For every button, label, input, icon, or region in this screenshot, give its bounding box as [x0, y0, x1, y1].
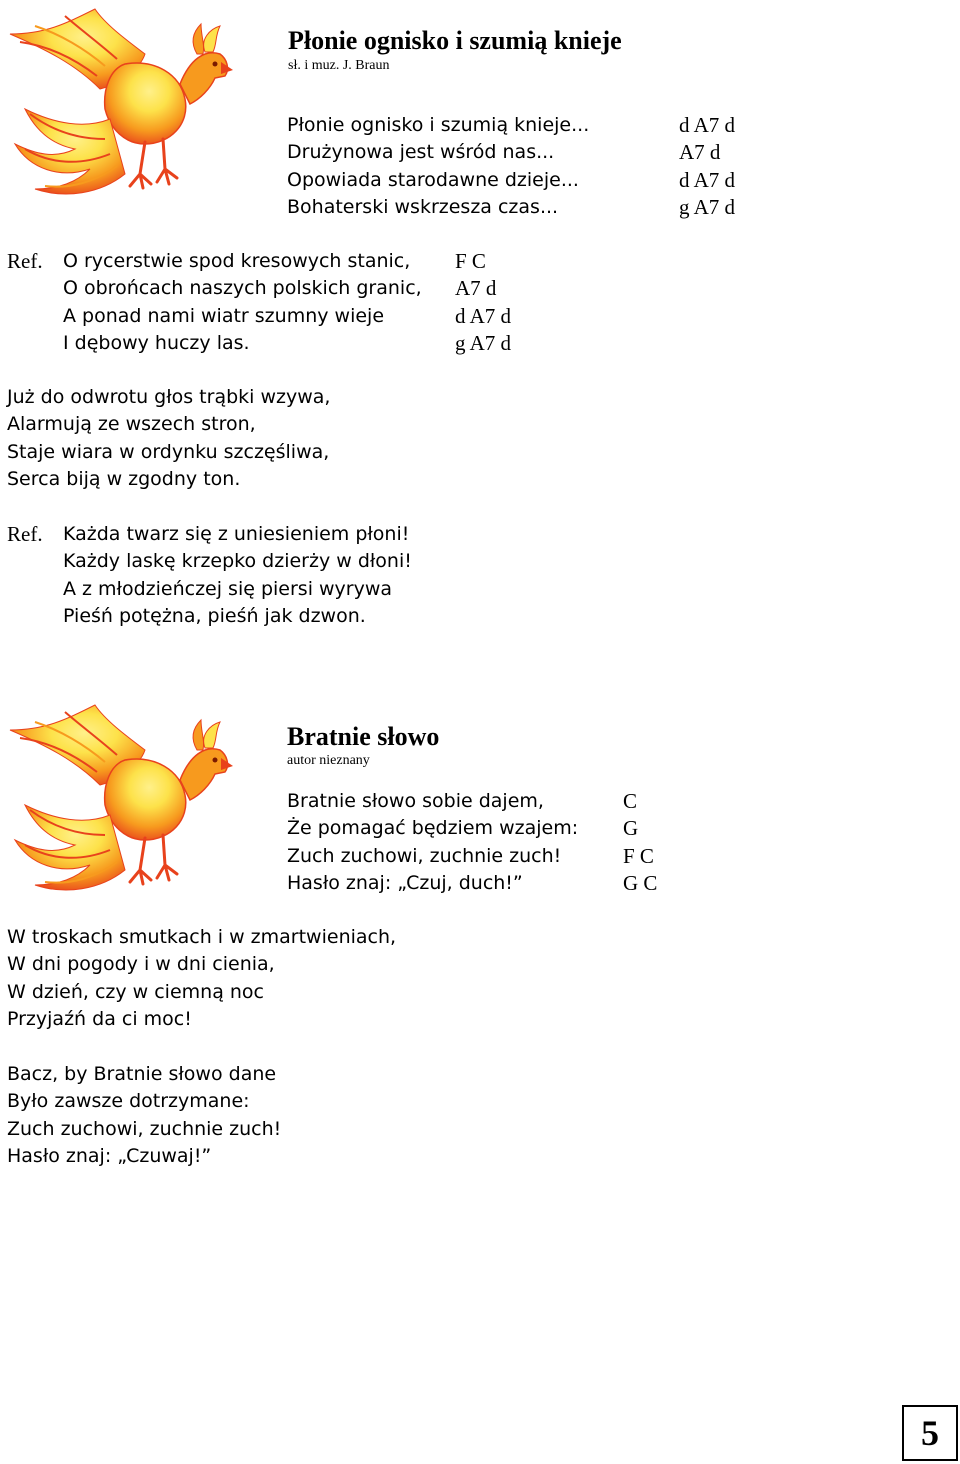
chord-line: g A7 d [455, 330, 512, 355]
song1-refrain1 [63, 248, 422, 357]
lyric-line: Hasło znaj: „Czuj, duch!” [287, 871, 523, 894]
lyric-line: Każda twarz się z uniesieniem płoni! [63, 523, 410, 545]
lyric-line: Hasło znaj: „Czuwaj!” [7, 1144, 212, 1167]
refrain-label: Ref. [7, 522, 43, 546]
chord-line: F C [455, 249, 486, 273]
phoenix-illustration [4, 4, 236, 204]
song1-stanza2 [7, 384, 330, 493]
lyric-line: Bohaterski wskrzesza czas... [287, 195, 559, 218]
chord-line: F C [623, 843, 654, 868]
song2-title: Bratnie słowo [287, 722, 440, 751]
song1-refrain1-chords [455, 248, 511, 357]
song1-refrain2 [63, 521, 412, 630]
chord-line: G C [623, 870, 658, 895]
refrain-label: Ref. [7, 249, 43, 273]
song2-stanza1-chords [623, 788, 657, 897]
song2-stanza1 [287, 788, 578, 897]
song2-author: autor nieznany [287, 753, 370, 768]
lyric-line: Każdy laskę krzepko dzierży w dłoni! [63, 550, 412, 573]
lyric-line: W dzień, czy w ciemną noc [7, 980, 264, 1003]
lyric-line: Opowiada starodawne dzieje... [287, 168, 579, 191]
lyric-line: O rycerstwie spod kresowych stanic, [63, 250, 411, 272]
lyric-line: Już do odwrotu głos trąbki wzywa, [7, 386, 331, 408]
song1-title: Płonie ognisko i szumią knieje [288, 26, 622, 55]
chord-line: G [623, 816, 639, 841]
chord-line: A7 d [455, 276, 497, 301]
lyric-line: Zuch zuchowi, zuchnie zuch! [287, 844, 562, 867]
chord-line: g A7 d [679, 194, 736, 219]
chord-line: d A7 d [679, 167, 736, 192]
song1-stanza1-chords [679, 112, 735, 221]
song1-stanza1 [287, 112, 589, 221]
lyric-line: Bratnie słowo sobie dajem, [287, 790, 544, 812]
lyric-line: Bacz, by Bratnie słowo dane [7, 1063, 277, 1085]
lyric-line: O obrońcach naszych polskich granic, [63, 277, 422, 300]
chord-line: A7 d [679, 140, 721, 165]
lyric-line: Alarmują ze wszech stron, [7, 413, 256, 436]
song1-author: sł. i muz. J. Braun [288, 58, 390, 73]
chord-line: d A7 d [679, 113, 736, 137]
lyric-line: Przyjaźń da ci moc! [7, 1007, 192, 1030]
song2-stanza3 [7, 1061, 281, 1170]
lyric-line: Zuch zuchowi, zuchnie zuch! [7, 1117, 282, 1140]
lyric-line: A z młodzieńczej się piersi wyrywa [63, 577, 393, 600]
lyric-line: I dębowy huczy las. [63, 331, 250, 354]
lyric-line: Staje wiara w ordynku szczęśliwa, [7, 440, 330, 463]
lyric-line: A ponad nami wiatr szumny wieje [63, 304, 385, 327]
lyric-line: Pieśń potężna, pieśń jak dzwon. [63, 604, 366, 627]
chord-line: C [623, 789, 638, 813]
lyric-line: W troskach smutkach i w zmartwieniach, [7, 926, 397, 948]
song2-stanza2 [7, 924, 396, 1033]
page-number: 5 [902, 1405, 958, 1461]
lyric-line: W dni pogody i w dni cienia, [7, 953, 275, 976]
phoenix-illustration [4, 700, 236, 900]
lyric-line: Było zawsze dotrzymane: [7, 1090, 250, 1113]
lyric-line: Drużynowa jest wśród nas... [287, 141, 555, 164]
lyric-line: Płonie ognisko i szumią knieje... [287, 114, 590, 136]
lyric-line: Że pomagać będziem wzajem: [287, 817, 579, 840]
chord-line: d A7 d [455, 303, 512, 328]
lyric-line: Serca biją w zgodny ton. [7, 467, 241, 490]
